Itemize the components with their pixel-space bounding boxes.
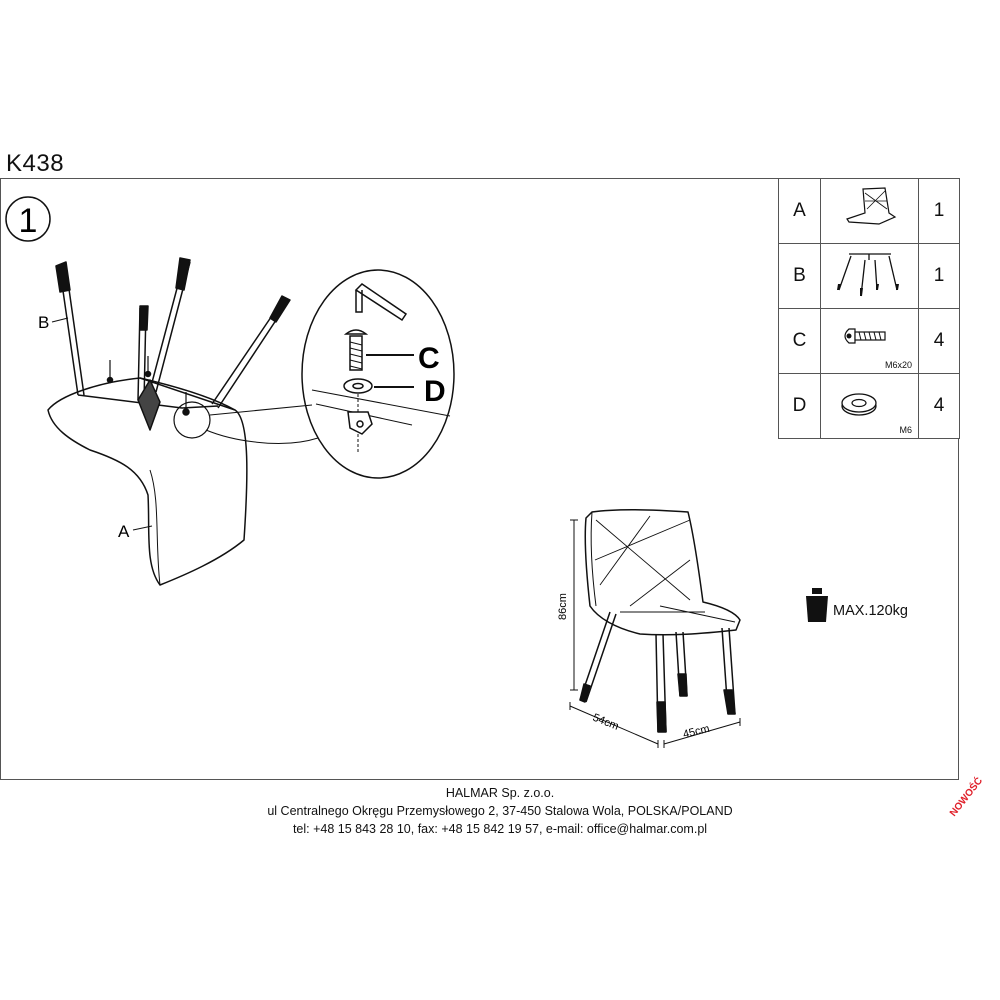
company-address: ul Centralnego Okręgu Przemysłowego 2, 37-450 Stalowa Wola, POLSKA/POLAND: [267, 804, 733, 818]
parts-row-a: [779, 179, 960, 244]
part-picture: [821, 179, 919, 244]
depth-dimension: 54cm: [590, 711, 621, 733]
upside-down-chair: [48, 258, 318, 585]
max-load-text: MAX.120kg: [833, 603, 908, 619]
part-letter: B: [779, 244, 821, 309]
part-letter: C: [779, 309, 821, 374]
chair-seat-icon: [821, 179, 918, 238]
part-quantity: 1: [919, 179, 960, 244]
part-letter: D: [779, 374, 821, 439]
part-picture: [821, 309, 919, 374]
leg-label: B: [38, 313, 50, 332]
parts-row-c: [779, 309, 960, 374]
weight-icon: [806, 588, 828, 622]
parts-row-d: [779, 374, 960, 439]
height-dimension: 86cm: [557, 593, 569, 620]
washer-callout: D: [424, 375, 446, 408]
part-letter: A: [779, 179, 821, 244]
allen-key-icon: [356, 284, 406, 320]
step-number-badge: [6, 197, 50, 241]
model-code: K438: [6, 150, 65, 177]
part-spec: M6: [899, 425, 912, 435]
company-name: HALMAR Sp. z.o.o.: [445, 786, 555, 800]
part-picture: [821, 244, 919, 309]
part-quantity: 1: [919, 244, 960, 309]
company-contact: tel: +48 15 843 28 10, fax: +48 15 842 19 57, e-mail: office@halmar.com.pl: [292, 822, 708, 836]
parts-table: [778, 178, 960, 439]
washer-detail-icon: [344, 379, 372, 393]
leg-frame-icon: [821, 244, 918, 303]
part-spec: M6x20: [884, 360, 912, 370]
part-picture: [821, 374, 919, 439]
step-number: 1: [18, 202, 38, 240]
part-quantity: 4: [919, 374, 960, 439]
screw-callout: C: [418, 342, 440, 375]
footer: [0, 784, 1000, 838]
new-badge: NOWOŚĆ: [948, 775, 986, 819]
width-dimension: 45cm: [681, 722, 711, 741]
parts-row-b: [779, 244, 960, 309]
seat-label: A: [118, 522, 130, 541]
part-quantity: 4: [919, 309, 960, 374]
